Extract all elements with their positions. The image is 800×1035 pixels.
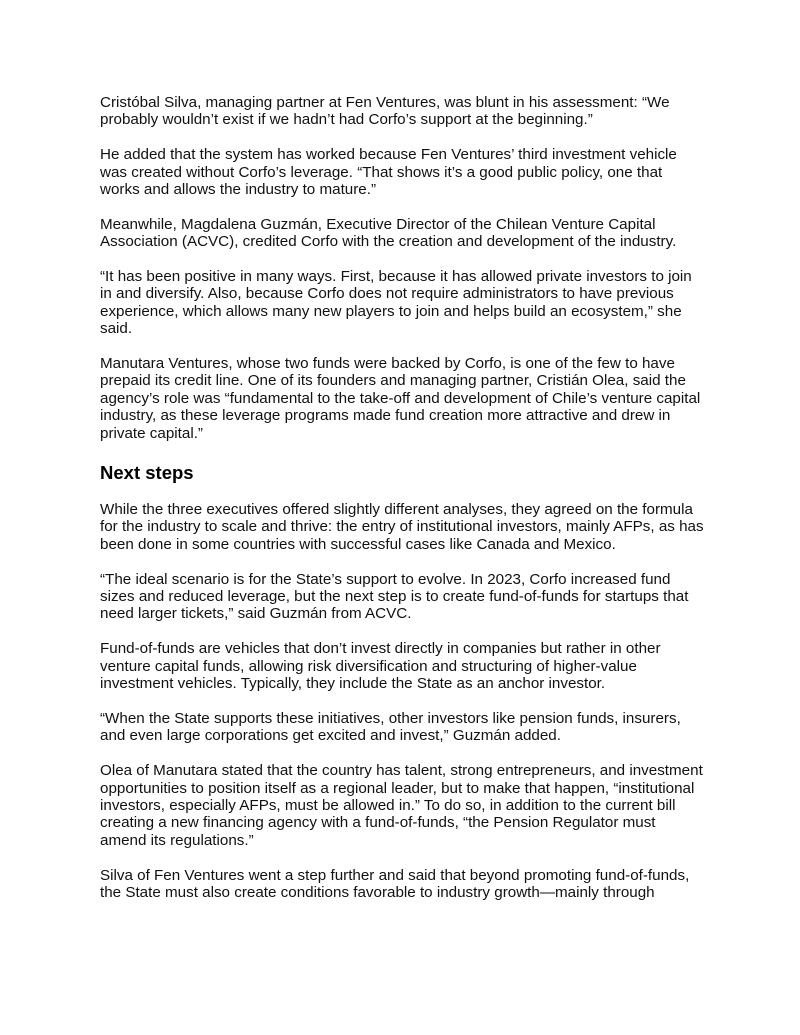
document-page xyxy=(100,94,704,919)
paragraph-olea-talent: Olea of Manutara stated that the country has talent, strong entrepreneurs, and investment opportunities to position itself as a regional leader, but to make that happen, “institutional investors, especially AFPs, must be allowed in.” To do so, in addition to the current bill creating a new financing agency with a fund-of-funds, “the Pension Regulator must amend its regulations.” xyxy=(100,762,703,849)
paragraph-fund-of-funds-definition: Fund-of-funds are vehicles that don’t invest directly in companies but rather in other venture capital funds, allowing risk diversification and structuring of higher-value investment vehicles. Typically, they include the State as an anchor investor. xyxy=(100,640,661,693)
paragraph-silva-assessment: Cristóbal Silva, managing partner at Fen Ventures, was blunt in his assessment: “We probably wouldn’t exist if we hadn’t had Corfo’s support at the beginning.” xyxy=(100,94,670,129)
paragraph-ideal-scenario: “The ideal scenario is for the State’s support to evolve. In 2023, Corfo increased fund sizes and reduced leverage, but the next step is to create fund-of-funds for startups that need larger tickets,” said Guzmán from ACVC. xyxy=(100,570,689,623)
paragraph-positive-quote: “It has been positive in many ways. First, because it has allowed private investors to join in and diversify. Also, because Corfo does not require administrators to have previous experience, which allows many new players to join and helps build an ecosystem,” she said. xyxy=(100,268,692,338)
paragraph-guzman-acvc: Meanwhile, Magdalena Guzmán, Executive Director of the Chilean Venture Capital Association (ACVC), credited Corfo with the creation and development of the industry. xyxy=(100,215,677,251)
paragraph-third-vehicle: He added that the system has worked because Fen Ventures’ third investment vehicle was created without Corfo’s leverage. “That shows it’s a good public policy, one that works and allows the industry to mature.” xyxy=(100,146,677,199)
paragraph-executives-formula: While the three executives offered slightly different analyses, they agreed on the formula for the industry to scale and thrive: the entry of institutional investors, mainly AFPs, as has been done in some countries with successful cases like Canada and Mexico. xyxy=(100,501,704,553)
section-heading-next-steps: Next steps xyxy=(100,462,194,484)
paragraph-silva-further: Silva of Fen Ventures went a step further and said that beyond promoting fund-of-funds, the State must also create conditions favorable to industry growth—mainly through xyxy=(100,866,690,901)
paragraph-manutara: Manutara Ventures, whose two funds were backed by Corfo, is one of the few to have prepaid its credit line. One of its founders and managing partner, Cristián Olea, said the agency’s role was “fundamental to the take-off and development of Chile’s venture capital industry, as these leverage programs made fund creation more attractive and drew in private capital.” xyxy=(100,355,701,442)
paragraph-state-supports: “When the State supports these initiatives, other investors like pension funds, insurers, and even large corporations get excited and invest,” Guzmán added. xyxy=(100,709,681,745)
